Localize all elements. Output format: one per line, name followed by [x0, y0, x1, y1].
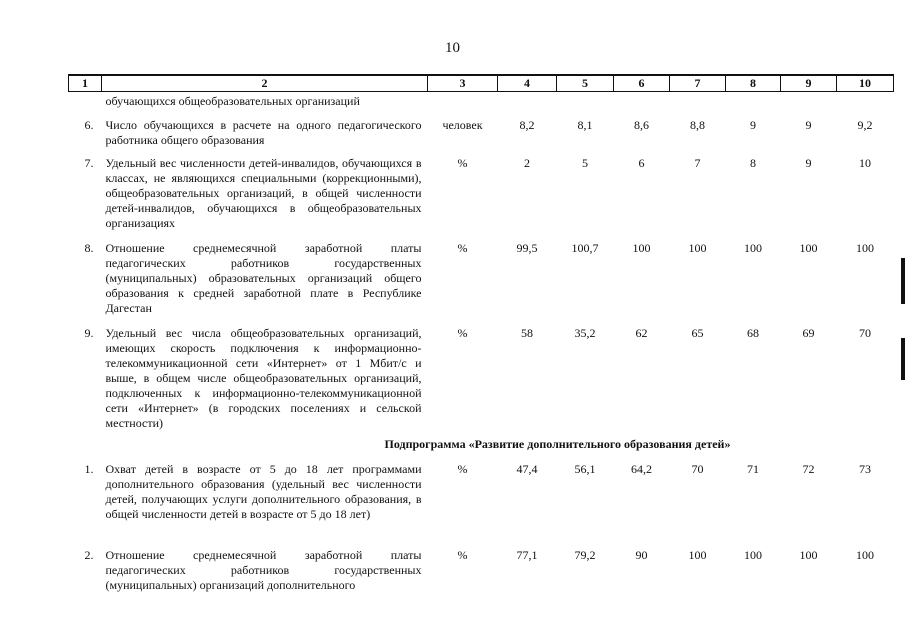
value-cell: 100 — [744, 240, 762, 255]
value-cell: 8,8 — [690, 117, 705, 132]
value-cell: 72 — [802, 461, 815, 476]
column-header: 3 — [428, 75, 498, 92]
value-cell: 7 — [694, 155, 701, 170]
unit-cell: человек — [442, 117, 483, 132]
value-cell: 100 — [688, 547, 707, 562]
value-cell: 8,2 — [519, 117, 535, 132]
value-cell: 10 — [859, 155, 871, 170]
table-row — [69, 458, 894, 544]
row-number: 2. — [84, 547, 94, 562]
value-cell: 73 — [859, 461, 871, 476]
section-heading: Подпрограмма «Развитие дополнительного образования детей» — [384, 436, 731, 451]
unit-cell: % — [457, 155, 468, 170]
table-row — [69, 544, 894, 596]
value-cell: 99,5 — [516, 240, 538, 255]
column-header: 7 — [670, 75, 726, 92]
page-number: 10 — [445, 40, 460, 56]
value-cell: 100 — [856, 240, 874, 255]
value-cell: 65 — [691, 325, 704, 340]
value-cell: 100 — [799, 240, 818, 255]
value-cell: 35,2 — [574, 325, 596, 340]
column-header-row — [69, 75, 894, 92]
unit-cell: % — [457, 325, 468, 340]
value-cell: 8 — [750, 155, 756, 170]
table-row — [69, 322, 894, 434]
indicator-text: Охват детей в возрасте от 5 до 18 лет программами дополнительного образования (удельный вес численности детей, получающих услуги дополнительного образования, в общей численности детей в возрасте от 5 до 18 лет) — [105, 461, 422, 521]
column-header: 10 — [837, 75, 894, 92]
scan-edge-mark — [901, 258, 905, 304]
value-cell: 90 — [635, 547, 648, 562]
value-cell: 6 — [638, 155, 645, 170]
indicator-text: обучающихся общеобразовательных организаций — [105, 94, 360, 108]
value-cell: 2 — [524, 155, 530, 170]
column-header: 4 — [498, 75, 557, 92]
row-number: 9. — [84, 325, 94, 340]
indicator-text: Удельный вес численности детей-инвалидов, обучающихся в классах, не являющихся специальными (коррекционными), общеобразовательных организаций, в общей численности детей-инвалидов, обучающихся в общеобразовательных организациях — [105, 155, 422, 230]
value-cell: 64,2 — [631, 461, 652, 476]
indicator-text: Число обучающихся в расчете на одного педагогического работника общего образования — [105, 117, 422, 147]
value-cell: 100 — [688, 240, 707, 255]
value-cell: 58 — [521, 325, 533, 340]
table-row — [69, 237, 894, 322]
value-cell: 100 — [744, 547, 762, 562]
indicators-table — [68, 74, 894, 596]
table-row — [69, 114, 894, 152]
column-header: 8 — [726, 75, 781, 92]
column-header: 6 — [614, 75, 670, 92]
row-number: 1. — [84, 461, 94, 476]
value-cell: 100,7 — [571, 240, 599, 255]
value-cell: 56,1 — [574, 461, 596, 476]
value-cell: 70 — [691, 461, 704, 476]
section-heading-row — [69, 434, 894, 458]
value-cell: 62 — [635, 325, 648, 340]
column-header: 9 — [781, 75, 837, 92]
unit-cell: % — [457, 240, 468, 255]
value-cell: 47,4 — [516, 461, 538, 476]
scan-edge-mark — [901, 338, 905, 380]
value-cell: 8,1 — [577, 117, 593, 132]
value-cell: 5 — [582, 155, 588, 170]
value-cell: 100 — [632, 240, 651, 255]
value-cell: 70 — [859, 325, 871, 340]
indicator-text: Отношение среднемесячной заработной платы педагогических работников государственных (муниципальных) образовательных организаций общего образования к средней заработной плате в Республике Дагестан — [105, 240, 422, 315]
row-number: 6. — [84, 117, 94, 132]
column-header: 1 — [69, 75, 102, 92]
table-row — [69, 92, 894, 114]
row-number: 7. — [84, 155, 94, 170]
value-cell: 68 — [747, 325, 759, 340]
value-cell: 9,2 — [857, 117, 873, 132]
unit-cell: % — [457, 461, 468, 476]
value-cell: 79,2 — [574, 547, 596, 562]
value-cell: 100 — [799, 547, 818, 562]
row-number: 8. — [84, 240, 94, 255]
value-cell: 8,6 — [634, 117, 649, 132]
value-cell: 9 — [750, 117, 756, 132]
value-cell: 100 — [856, 547, 874, 562]
indicator-text: Удельный вес числа общеобразовательных организаций, имеющих скорость подключения к информационно-телекоммуникационной сети «Интернет» от 1 Мбит/с и выше, в общем числе общеобразовательных организаций, подключенных к информационно-телекоммуникационной сети «Интернет» (в городских поселениях и сельской местности) — [105, 325, 422, 430]
value-cell: 9 — [805, 155, 812, 170]
column-header: 2 — [102, 75, 428, 92]
value-cell: 77,1 — [516, 547, 538, 562]
value-cell: 69 — [802, 325, 815, 340]
column-header: 5 — [557, 75, 614, 92]
table-row — [69, 152, 894, 237]
unit-cell: % — [457, 547, 468, 562]
value-cell: 9 — [805, 117, 812, 132]
value-cell: 71 — [747, 461, 759, 476]
indicator-text: Отношение среднемесячной заработной платы педагогических работников государственных (муниципальных) организаций дополнительного — [105, 547, 422, 592]
